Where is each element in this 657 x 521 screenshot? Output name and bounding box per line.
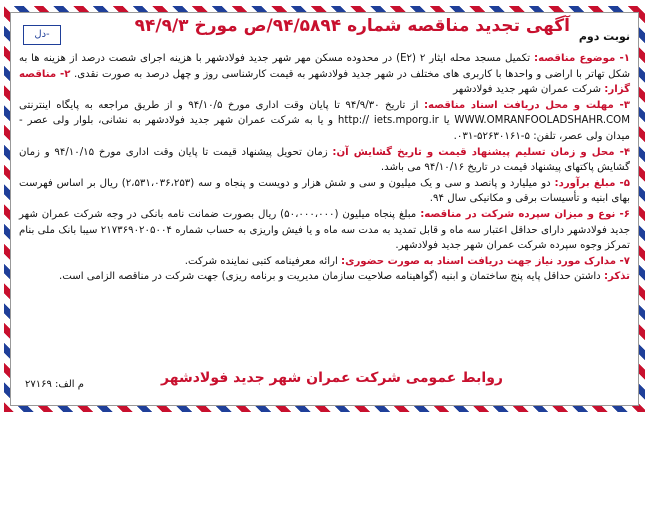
item-label: تذکر: [603,271,630,283]
item-text: تکمیل مسجد محله ایثار ۲ (E۲) در محدوده مسکن مهر شهر جدید فولادشهر با هزینه اجرای شصت درصد از هزینه ها به شکل تهاتر با اراضی و واحدها با کاربری های مختلف در شهر جدید فولادشهر به قیمت کارشناسی روز و چهل درصد به صورت نقدی. [19,53,630,80]
notice-title: آگهی تجدید مناقصه شماره ۹۴/۵۸۹۴/ص مورخ ۹۴/۹/۳ [134,16,570,36]
item-label: ۱- موضوع مناقصه: [534,53,630,64]
ad-code: م الف: ۲۷۱۶۹ [25,379,84,390]
item-label: ۵- مبلغ برآورد: [554,177,630,189]
logo-icon: دل- [23,25,61,45]
item-label: ۴- محل و زمان تسلیم پیشنهاد قیمت و تاریخ گشایش آن: [332,146,631,158]
item-estimate [19,176,630,207]
item-deposit [19,207,630,254]
notice-number: نوبت دوم [578,30,630,43]
notice-header [19,17,630,51]
item-label: ۶- نوع و میزان سپرده شرکت در مناقصه: [420,208,631,220]
item-text: داشتن حداقل پایه پنج ساختمان و ابنیه (گواهینامه صلاحیت سازمان مدیریت و برنامه ریزی) جهت شرکت در مناقصه الزامی است. [58,271,604,283]
item-text: مبلغ پنجاه میلیون (۵۰،۰۰۰،۰۰۰) ریال بصورت ضمانت نامه بانکی در وجه شرکت عمران شهر جدید فولادشهر دارای حداقل اعتبار سه ماه و قابل تمدید به مدت سه ماه و یا فیش واریزی به حساب شماره ۲۱۷۳۶۹۰۲۰۵۰۰۴ سیبا بانک ملی بنام تمرکز وجوه سپرده شرکت عمران شهر جدید فولادشهر. [19,208,630,252]
item-label: ۳- مهلت و محل دریافت اسناد مناقصه: [423,99,630,111]
item-deadline [19,98,630,145]
item-label: ۲- مناقصه گزار: [19,68,630,96]
item-text: ارائه معرفینامه کتبی نماینده شرکت. [184,255,342,267]
notice-footer [11,367,638,397]
item-subject [19,51,630,98]
item-text: شرکت عمران شهر جدید فولادشهر [453,84,605,96]
item-text: زمان تحویل پیشنهاد قیمت تا پایان وقت اداری مورخ ۹۴/۱۰/۱۵ و زمان گشایش پاکتهای پیشنهاد قیمت در تاریخ ۹۴/۱۰/۱۶ می باشد. [19,146,630,174]
item-text: از تاریخ ۹۴/۹/۳۰ تا پایان وقت اداری مورخ ۹۴/۱۰/۵ و از طریق مراجعه به پایگاه اینترنتی WWW.OMRANFOOLADSHAHR.COM یا http:// iets.mporg.ir و یا به شرکت عمران شهر جدید فولادشهر به نشانی، بلوار ولی عصر - میدان ولی عصر، تلفن: ۵-۵۲۶۳۰۱۶۱-۰۳۱. [19,99,630,142]
item-label: ۷- مدارک مورد نیاز جهت دریافت اسناد به صورت حضوری: [341,255,630,267]
item-text: دو میلیارد و پانصد و سی و یک میلیون و سی و شش هزار و دویست و پنجاه و سه (۲،۵۳۱،۰۳۶،۲۵۳) ریال بر اساس فهرست بهای ابنیه و تأسیسات برقی و مکانیکی سال ۹۴. [19,177,630,205]
item-submission [19,145,630,176]
notice-frame [4,6,645,412]
item-documents [19,254,630,270]
public-relations-signature: روابط عمومی شرکت عمران شهر جدید فولادشهر [161,370,503,386]
notice-body [10,12,639,406]
item-note [19,269,630,285]
